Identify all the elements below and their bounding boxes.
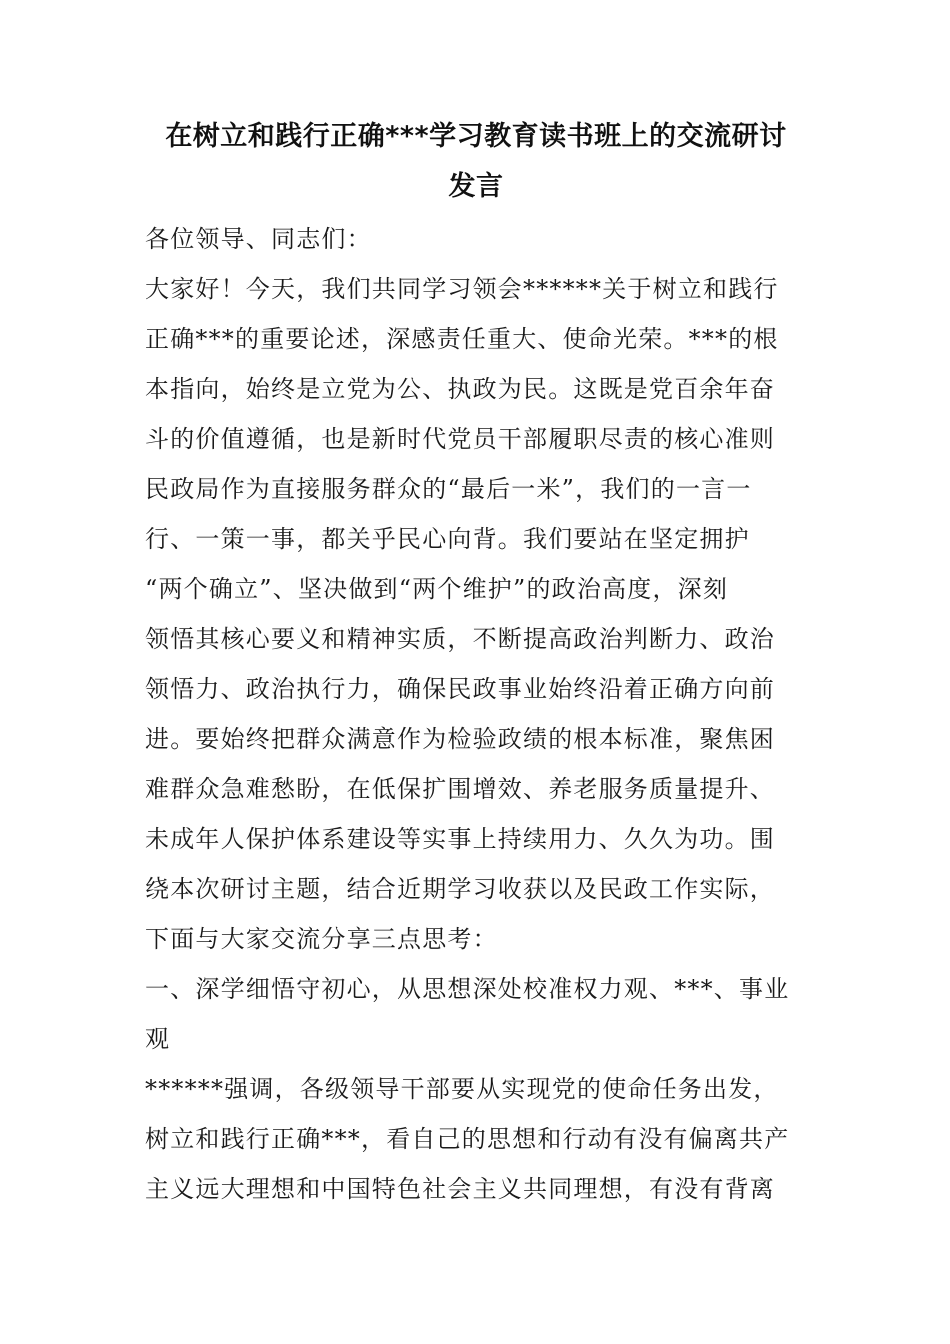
body-line: 本指向，始终是立党为公、执政为民。这既是党百余年奋 [145, 375, 775, 403]
body-line: 主义远大理想和中国特色社会主义共同理想，有没有背离 [145, 1175, 775, 1203]
body-line: 树立和践行正确***，看自己的思想和行动有没有偏离共产 [145, 1125, 790, 1153]
body-line: ******强调，各级领导干部要从实现党的使命任务出发， [145, 1075, 779, 1103]
title-line: 在树立和践行正确***学习教育读书班上的交流研讨 [165, 121, 787, 152]
body-line: 大家好！今天，我们共同学习领会******关于树立和践行 [145, 275, 779, 303]
salutation: 各位领导、同志们： [145, 225, 372, 253]
body-line: 民政局作为直接服务群众的“最后一米”，我们的一言一 [145, 475, 752, 503]
body-line: “两个确立”、坚决做到“两个维护”的政治高度，深刻 [145, 575, 729, 603]
document-page [145, 112, 807, 1214]
body-line: 斗的价值遵循，也是新时代党员干部履职尽责的核心准则 [145, 425, 775, 453]
body-line: 难群众急难愁盼，在低保扩围增效、养老服务质量提升、 [145, 775, 775, 803]
title-line: 发言 [448, 171, 504, 202]
body-line: 领悟力、政治执行力，确保民政事业始终沿着正确方向前 [145, 675, 775, 703]
body-line: 绕本次研讨主题，结合近期学习收获以及民政工作实际， [145, 875, 775, 903]
body-line: 未成年人保护体系建设等实事上持续用力、久久为功。围 [145, 825, 775, 853]
document-body [145, 214, 807, 1214]
body-line: 进。要始终把群众满意作为检验政绩的根本标准，聚焦困 [145, 725, 775, 753]
section-heading: 观 [145, 1025, 171, 1053]
body-line: 领悟其核心要义和精神实质，不断提高政治判断力、政治 [145, 625, 775, 653]
body-line: 下面与大家交流分享三点思考： [145, 925, 498, 953]
document-title [145, 112, 807, 212]
body-line: 正确***的重要论述，深感责任重大、使命光荣。***的根 [145, 325, 779, 353]
body-line: 行、一策一事，都关乎民心向背。我们要站在坚定拥护 [145, 525, 750, 553]
section-heading: 一、深学细悟守初心，从思想深处校准权力观、***、事业 [145, 975, 790, 1003]
